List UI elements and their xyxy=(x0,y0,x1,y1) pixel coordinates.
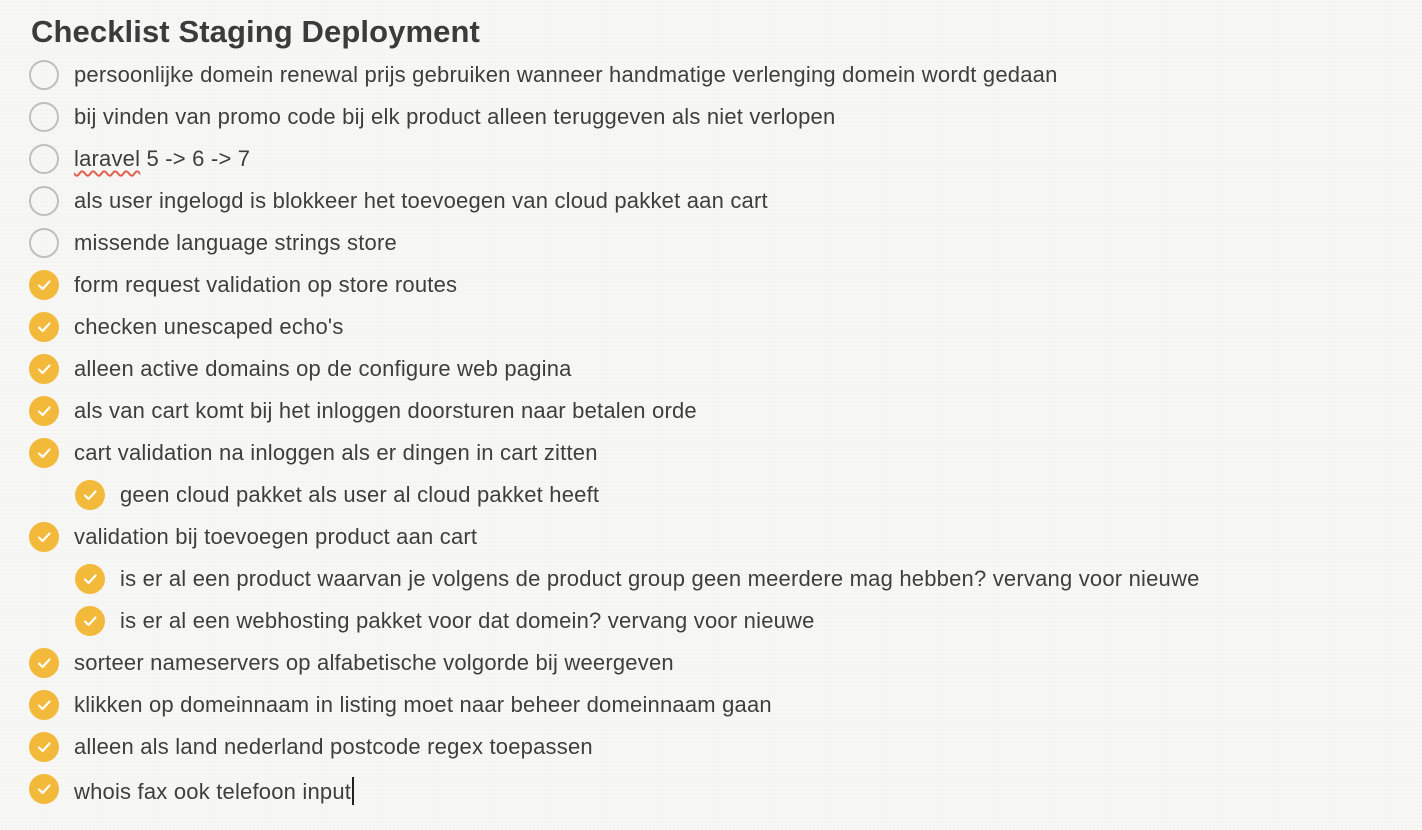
checklist-item-text[interactable]: whois fax ook telefoon input xyxy=(74,777,354,805)
checklist-item-text[interactable]: alleen als land nederland postcode regex toepassen xyxy=(74,734,593,759)
checklist-item-text[interactable]: alleen active domains op de configure web pagina xyxy=(74,356,572,381)
checklist-item-3[interactable] xyxy=(0,138,1422,180)
checklist-item-text[interactable]: als user ingelogd is blokkeer het toevoegen van cloud pakket aan cart xyxy=(74,188,768,213)
note-title[interactable]: Checklist Staging Deployment xyxy=(31,14,480,49)
checklist-item-12[interactable] xyxy=(0,516,1422,558)
checklist-item-text[interactable]: persoonlijke domein renewal prijs gebruiken wanneer handmatige verlenging domein wordt gedaan xyxy=(74,62,1058,87)
misspelled-word: laravel xyxy=(74,146,141,171)
checklist-item-text[interactable]: form request validation op store routes xyxy=(74,272,458,297)
item-text-rest: 5 -> 6 -> 7 xyxy=(146,146,251,171)
checklist-item-text[interactable]: klikken op domeinnaam in listing moet naar beheer domeinnaam gaan xyxy=(74,692,772,717)
checklist-item-2[interactable] xyxy=(0,96,1422,138)
checked-circle-icon[interactable] xyxy=(29,312,59,342)
checklist-item-5[interactable] xyxy=(0,222,1422,264)
checklist-item-8[interactable] xyxy=(0,348,1422,390)
checklist-item-4[interactable] xyxy=(0,180,1422,222)
checklist-item-16[interactable] xyxy=(0,684,1422,726)
checked-circle-icon[interactable] xyxy=(75,606,105,636)
checklist-item-text[interactable]: cart validation na inloggen als er dingen in cart zitten xyxy=(74,440,598,465)
checklist-item-14[interactable] xyxy=(0,600,1422,642)
text-cursor xyxy=(352,777,354,805)
checklist-item-text[interactable]: bij vinden van promo code bij elk product alleen teruggeven als niet verlopen xyxy=(74,104,836,129)
checklist-item-text[interactable]: is er al een webhosting pakket voor dat domein? vervang voor nieuwe xyxy=(120,608,815,633)
checked-circle-icon[interactable] xyxy=(29,774,59,804)
empty-circle-icon[interactable] xyxy=(29,144,59,174)
checklist-item-6[interactable] xyxy=(0,264,1422,306)
checklist-item-10[interactable] xyxy=(0,432,1422,474)
checklist-item-11[interactable] xyxy=(0,474,1422,516)
checked-circle-icon[interactable] xyxy=(29,690,59,720)
checked-circle-icon[interactable] xyxy=(29,648,59,678)
checklist-item-13[interactable] xyxy=(0,558,1422,600)
checklist-item-text[interactable]: checken unescaped echo's xyxy=(74,314,344,339)
checked-circle-icon[interactable] xyxy=(75,564,105,594)
checklist-item-text[interactable]: sorteer nameservers op alfabetische volgorde bij weergeven xyxy=(74,650,674,675)
checklist-item-text[interactable]: is er al een product waarvan je volgens de product group geen meerdere mag hebben? vervang voor nieuwe xyxy=(120,566,1200,591)
checklist-item-7[interactable] xyxy=(0,306,1422,348)
checked-circle-icon[interactable] xyxy=(29,270,59,300)
checked-circle-icon[interactable] xyxy=(29,522,59,552)
checklist xyxy=(0,54,1422,810)
checked-circle-icon[interactable] xyxy=(29,354,59,384)
checklist-item-text[interactable]: als van cart komt bij het inloggen doorsturen naar betalen orde xyxy=(74,398,697,423)
empty-circle-icon[interactable] xyxy=(29,228,59,258)
checklist-item-18[interactable] xyxy=(0,768,1422,810)
checked-circle-icon[interactable] xyxy=(29,438,59,468)
checklist-item-17[interactable] xyxy=(0,726,1422,768)
checked-circle-icon[interactable] xyxy=(29,732,59,762)
checklist-item-text[interactable] xyxy=(74,147,250,171)
checklist-item-text[interactable]: validation bij toevoegen product aan cart xyxy=(74,524,478,549)
checklist-item-text[interactable]: missende language strings store xyxy=(74,230,397,255)
empty-circle-icon[interactable] xyxy=(29,186,59,216)
checklist-item-text[interactable]: geen cloud pakket als user al cloud pakket heeft xyxy=(120,482,600,507)
empty-circle-icon[interactable] xyxy=(29,102,59,132)
checked-circle-icon[interactable] xyxy=(75,480,105,510)
checklist-item-1[interactable] xyxy=(0,54,1422,96)
checklist-item-9[interactable] xyxy=(0,390,1422,432)
checked-circle-icon[interactable] xyxy=(29,396,59,426)
empty-circle-icon[interactable] xyxy=(29,60,59,90)
checklist-item-15[interactable] xyxy=(0,642,1422,684)
